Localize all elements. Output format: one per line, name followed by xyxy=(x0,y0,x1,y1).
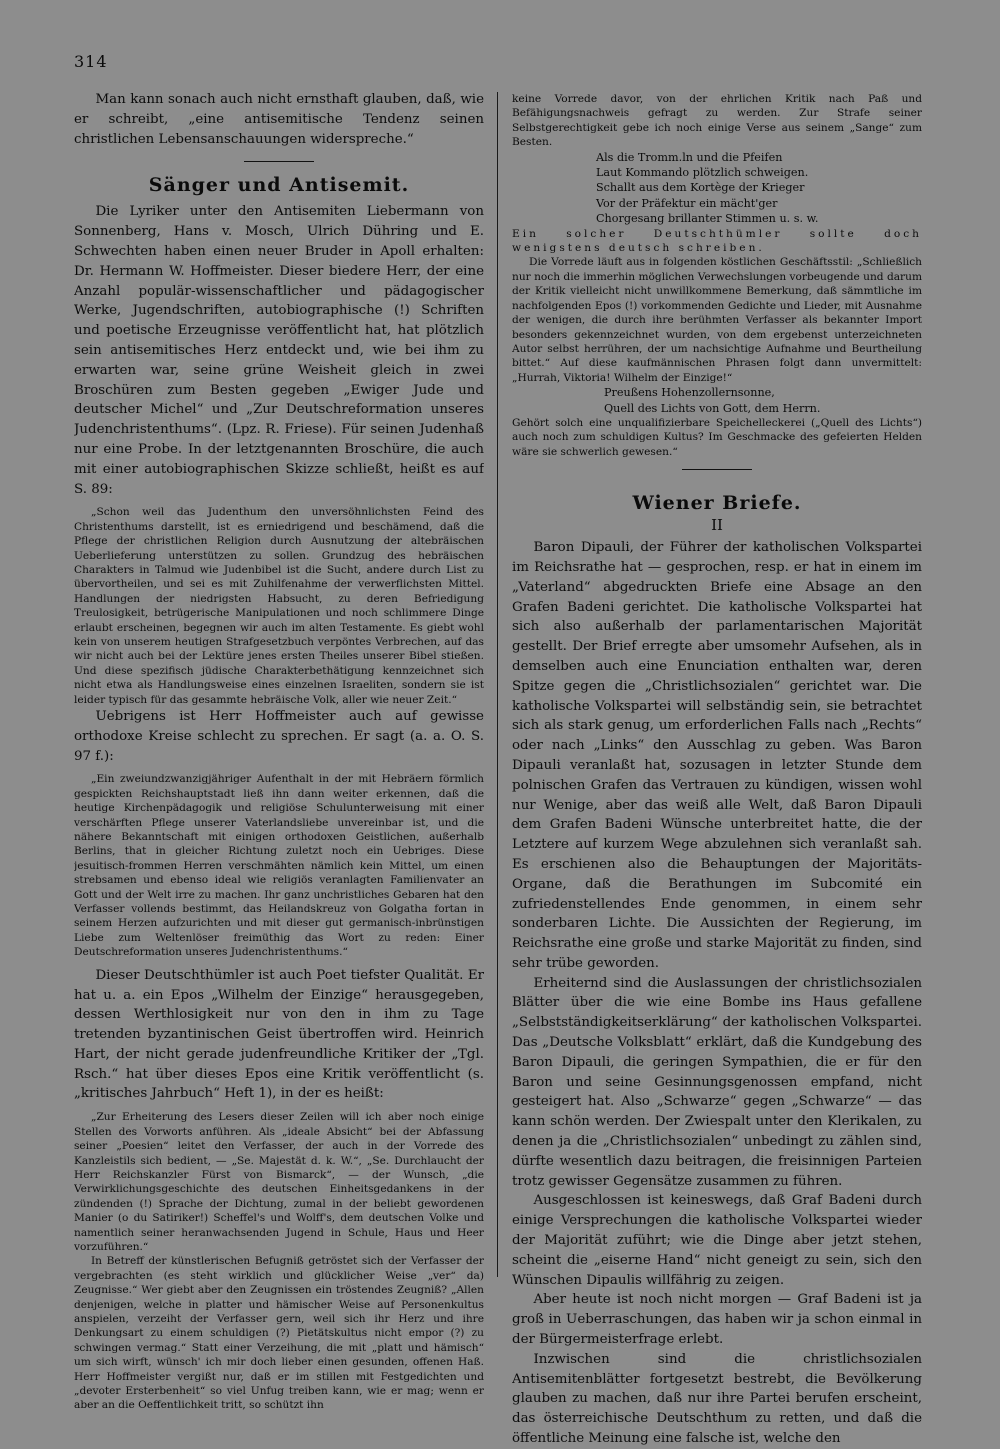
verse-line: Vor der Präfektur ein mächt'ger xyxy=(596,196,778,210)
quote: In Betreff der künstlerischen Befugniß getröstet sich der Verfasser der vergebrachten (es steht wirklich und glücklicher Weise „ver“ da) Zeugnisse.“ Wer giebt aber den Zeugnissen ein tröstendes Zeugniß? „Allen denjenigen, welche in platter und hämischer Weise auf Personenkultus anspielen, verzeiht der Verfasser gern, weil sich ihr Herz und ihre Denkungsart zu einem schuldigen (?) Pietätskultus nicht empor (?) zu schwingen vermag.“ Statt einer Verzeihung, die mit „platt und hämisch“ um sich wirft, wünsch' ich mir doch lieber einen gesunden, offenen Haß. Herr Hoffmeister vergißt nur, daß er im stillen mit Festgedichten und „devoter Ersterbenheit“ so viel Unfug treiben kann, wie er mag; wenn er aber an die Oeffentlichkeit tritt, so schützt ihn xyxy=(74,1255,484,1412)
paragraph: Uebrigens ist Herr Hoffmeister auch auf gewisse orthodoxe Kreise schlecht zu sprechen. Er sagt (a. a. O. S. 97 f.): xyxy=(74,709,484,764)
quote: Ein solcher Deutschthümler sollte doch wenigstens deutsch schreiben. xyxy=(512,227,922,255)
quote: Gehört solch eine unqualifizierbare Speichelleckerei („Quell des Lichts“) auch noch zum schuldigen Kultus? Im Geschmacke des gefeierten Helden wäre sie schwerlich gewesen.“ xyxy=(512,416,922,458)
verse-line: Schallt aus dem Kortège der Krieger xyxy=(596,181,805,195)
paragraph: Aber heute ist noch nicht morgen — Graf Badeni ist ja groß in Ueberraschungen, das haben wir ja schon einmal in der Bürgermeisterfrage erlebt. xyxy=(512,1292,922,1348)
paragraph: Dieser Deutschthümler ist auch Poet tiefster Qualität. Er hat u. a. ein Epos „Wilhelm der Einzige“ herausgegeben, dessen Werthlosigkeit nur von den in ihm zu Tage tretenden byzantinischen Geist übertroffen wird. Heinrich Hart, der nicht gerade judenfreundliche Kritiker der „Tgl. Rsch.“ hat über dieses Epos eine Kritik veröffentlicht (s. „kritisches Jahrbuch“ Heft 1), in der es heißt: xyxy=(74,967,484,1102)
divider xyxy=(244,161,314,162)
quote: „Zur Erheiterung des Lesers dieser Zeilen will ich aber noch einige Stellen des Vorworts anführen. Als „ideale Absicht“ bei der Abfassung seiner „Poesien“ leitet den Verfasser, der auch in der Vorrede des Kanzleistils sich bedient, — „Se. Majestät d. k. W.“, „Se. Durchlaucht der Herr Reichskanzler Fürst von Bismarck“, — der Wunsch, „die Verwirklichungsgeschichte des deutschen Einheitsgedankens in der zündenden (!) Sprache der Dichtung, zumal in der beliebt gewordenen Manier (o du Satiriker!) Scheffel's und Wolff's, dem deutschen Volke und namentlich seiner heranwachsenden Jugend in Schule, Haus und Heer vorzuführen.“ xyxy=(74,1111,484,1253)
page-number: 314 xyxy=(74,52,108,71)
verse xyxy=(512,385,922,416)
divider xyxy=(682,469,752,470)
section-title: Sänger und Antisemit. xyxy=(148,174,410,197)
quote: Die Vorrede läuft aus in folgenden köstlichen Geschäftsstil: „Schließlich nur noch die immerhin möglichen Verwechslungen vorbeugende und darum der Kritik vielleicht nicht unwillkommene Bemerkung, daß sämmtliche im nachfolgenden Epos (!) vorkommenden Gedichte und Lieder, mit Ausnahme der wenigen, die durch ihre berühmten Verfasser als bekannter Import besonders gekennzeichnet wurden, von dem ergebenst unterzeichneten Autor selbst herrühren, der um nachsichtige Aufnahme und Beurtheilung bittet.“ Auf diese kaufmännischen Phrasen folgt dann unvermittelt: „Hurrah, Viktoria! Wilhelm der Einzige!“ xyxy=(512,256,922,384)
quote: „Schon weil das Judenthum den unversöhnlichsten Feind des Christenthums darstellt, ist es erniedrigend und beschämend, daß die Pflege der christlichen Religion durch Ausnutzung der altebräischen Ueberlieferung unterstützen zu sollen. Grundzug des hebräischen Charakters in Talmud wie Judenbibel ist die Sucht, andere durch List zu übervortheilen, und sei es mit Zuhilfenahme der verwerflichsten Mittel. Handlungen der niedrigsten Habsucht, zu deren Befriedigung Treulosigkeit, betrügerische Manipulationen und noch schlimmere Dinge erlaubt erscheinen, begegnen wir auch im alten Testamente. Es giebt wohl kein von unserem heutigen Strafgesetzbuch verpöntes Verbrechen, auf das wir nicht auch bei der Lektüre jenes ersten Theiles unserer Bibel stießen. Und diese spezifisch jüdische Charakterbethätigung kennzeichnet sich nicht etwa als Handlungsweise eines einzelnen Israeliten, sondern sie ist leider typisch für das gesammte hebräische Volk, aller wie neuer Zeit.“ xyxy=(74,506,484,706)
quote: „Ein zweiundzwanzigjähriger Aufenthalt in der mit Hebräern förmlich gespickten Reichshauptstadt ließ ihn dann weiter erkennen, daß die heutige Kirchenpädagogik und religiöse Schulunterweisung mit einer verschärften Pflege unserer Vaterlandsliebe unvereinbar ist, und die nähere Bekanntschaft mit einigen orthodoxen Geistlichen, außerhalb Berlins, that in gleicher Richtung zuletzt noch ein Uebriges. Diese jesuitisch-frommen Herren verschmähten nämlich kein Mittel, um einen strebsamen und ebenso ideal wie religiös veranlagten Familienvater an Gott und der Welt irre zu machen. Ihr ganz unchristliches Gebaren hat den Verfasser vollends bestimmt, das Heilandskreuz von Golgatha fortan in seinem Herzen aufzurichten und mit dieser gut germanisch-inbrünstigen Liebe zum Weltenlöser freimüthig das Wort zu reden: Einer Deutschreformation unseres Judenchristenthums.“ xyxy=(74,773,484,959)
verse-line: Quell des Lichts von Gott, dem Herrn. xyxy=(604,401,821,415)
verse-line: Als die Tromm.ln und die Pfeifen xyxy=(596,150,783,164)
paragraph: Die Lyriker unter den Antisemiten Liebermann von Sonnenberg, Hans v. Mosch, Ulrich Dühring und E. Schwechten haben einen neuer Bruder in Apoll erhalten: Dr. Hermann W. Hoffmeister. Dieser biedere Herr, der eine Anzahl populär-wissenschaftlicher und pädagogischer Werke, Jugendschriften, autobiographische (!) Schriften und poetische Erzeugnisse veröffentlicht hat, hat plötzlich sein antisemitisches Herz entdeckt und, wie bei ihm zu erwarten war, seine grüne Weisheit gleich in zwei Broschüren zum Besten gegeben „Ewiger Jude und deutscher Michel“ und „Zur Deutschreformation unseres Judenchristenthums“. (Lpz. R. Friese). Für seinen Judenhaß nur eine Probe. In der letztgenannten Broschüre, die auch mit einer autobiographischen Skizze schließt, heißt es auf S. 89: xyxy=(74,204,484,497)
verse-line: Laut Kommando plötzlich schweigen. xyxy=(596,166,809,180)
paragraph: Ausgeschlossen ist keineswegs, daß Graf Badeni durch einige Versprechungen die katholische Volkspartei wieder der Majorität zuführt; wie die Dinge aber jetzt stehen, scheint die „eiserne Hand“ nicht geneigt zu sein, sich den Wünschen Dipaulis willfährig zu zeigen. xyxy=(512,1193,922,1288)
paragraph: Inzwischen sind die christlichsozialen Antisemitenblätter fortgesetzt bestrebt, die Bevölkerung glauben zu machen, daß nur ihre Partei berufen erscheint, das österreichische Deutschthum zu retten, und daß die öffentliche Meinung eine falsche ist, welche den xyxy=(512,1351,922,1447)
verse xyxy=(512,150,922,227)
section-number: II xyxy=(711,516,723,535)
verse-line: Preußens Hohenzollernsonne, xyxy=(604,386,775,400)
right-column xyxy=(512,92,922,1449)
paragraph: Baron Dipauli, der Führer der katholischen Volkspartei im Reichsrathe hat — gesprochen, resp. er hat in einem im „Vaterland“ abgedruckten Briefe eine Absage an den Grafen Badeni gerichtet. Die katholische Volkspartei hat sich also außerhalb der parlamentarischen Majorität gestellt. Der Brief erregte aber umsomehr Aufsehen, als in demselben auch eine Enunciation enthalten war, deren Spitze gegen die „Christlichsozialen“ gerichtet war. Die katholische Volkspartei will selbständig sein, sie betrachtet sich als stark genug, um erforderlichen Falls nach „Rechts“ oder nach „Links“ den Ausschlag zu geben. Was Baron Dipauli veranlaßt hat, sozusagen in letzter Stunde dem polnischen Grafen das Vertrauen zu kündigen, wissen wohl nur Wenige, aber das weiß alle Welt, daß Baron Dipauli dem Grafen Badeni Wünsche unterbreitet hatte, die der Letztere auf kurzem Wege abzulehnen sich veranlaßt sah. Es erschienen also die Behauptungen der Majoritäts-Organe, daß die Berathungen im Subcomité ein zufriedenstellendes Ende genommen, in einem sehr sonderbaren Lichte. Die Aussichten der Regierung, im Reichsrathe eine große und starke Majorität zu finden, sind sehr trübe geworden. xyxy=(512,540,922,971)
paragraph: Man kann sonach auch nicht ernsthaft glauben, daß, wie er schreibt, „eine antisemitische Tendenz seinen christlichen Lebensanschauungen widerspreche.“ xyxy=(74,92,484,147)
left-column xyxy=(74,90,484,1413)
column-divider xyxy=(497,92,498,1277)
verse-line: Chorgesang brillanter Stimmen u. s. w. xyxy=(596,212,819,226)
section-title: Wiener Briefe. xyxy=(632,492,802,515)
quote: keine Vorrede davor, von der ehrlichen Kritik nach Paß und Befähigungsnachweis gefragt zu werden. Zur Strafe seiner Selbstgerechtigkeit gebe ich noch einige Verse aus seinem „Sange“ zum Besten. xyxy=(512,93,922,149)
paragraph: Erheiternd sind die Auslassungen der christlichsozialen Blätter über die wie eine Bombe ins Haus gefallene „Selbstständigkeitserklärung“ der katholischen Volkspartei. Das „Deutsche Volksblatt“ erklärt, daß die Kundgebung des Baron Dipauli, die geringen Sympathien, die er für den Baron und seine Gesinnungsgenossen empfand, nicht gesteigert hat. Also „Schwarze“ gegen „Schwarze“ — das kann schön werden. Der Zwiespalt unter den Klerikalen, zu denen ja die „Christlichsozialen“ unbedingt zu zählen sind, dürfte wesentlich dazu beitragen, die freisinnigen Parteien trotz gewisser Gegensätze zusammen zu führen. xyxy=(512,975,922,1189)
